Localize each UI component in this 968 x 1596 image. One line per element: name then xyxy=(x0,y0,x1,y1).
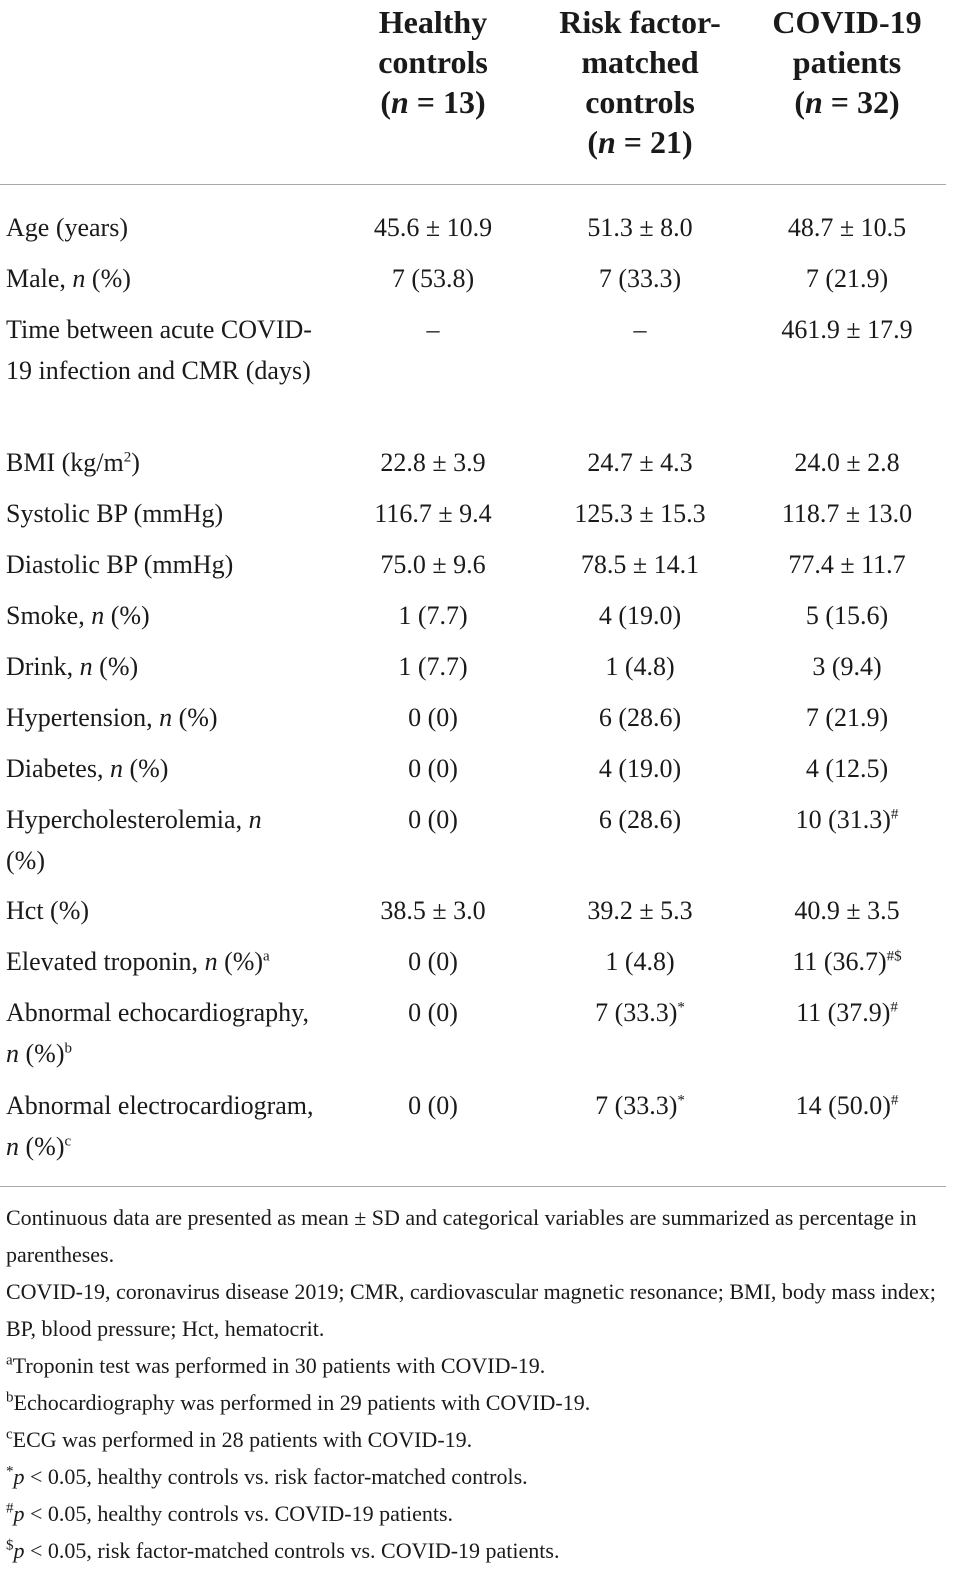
value-healthy-controls: 38.5 ± 3.0 xyxy=(380,896,486,925)
value-covid-19-patients: 10 (31.3)# xyxy=(795,805,899,834)
value-covid-19-patients: 7 (21.9) xyxy=(805,703,889,732)
row-label: Age (years) xyxy=(6,213,128,242)
value-healthy-controls: 75.0 ± 9.6 xyxy=(380,550,486,579)
row-label: Diastolic BP (mmHg) xyxy=(6,550,234,579)
footnote-dollar: $p < 0.05, risk factor-matched controls vs. COVID-19 patients. xyxy=(6,1537,560,1563)
value-risk-factor-matched: 24.7 ± 4.3 xyxy=(587,448,693,477)
footnote-hash: #p < 0.05, healthy controls vs. COVID-19 patients. xyxy=(6,1500,454,1526)
value-healthy-controls: 0 (0) xyxy=(408,1091,458,1120)
value-risk-factor-matched: 4 (19.0) xyxy=(598,754,682,783)
value-healthy-controls: 0 (0) xyxy=(408,805,458,834)
row-label: Systolic BP (mmHg) xyxy=(6,499,224,528)
column-header-covid-19-patients: COVID-19 patients (n = 32) xyxy=(772,4,922,120)
row-label: Diabetes, n (%) xyxy=(6,754,169,783)
row-label: Drink, n (%) xyxy=(6,652,139,681)
value-covid-19-patients: 11 (37.9)# xyxy=(796,998,898,1027)
footnote-abbreviations: COVID-19, coronavirus disease 2019; CMR, cardiovascular magnetic resonance; BMI, body mass index; BP, blood pressure; Hct, hematocrit. xyxy=(6,1279,936,1341)
value-risk-factor-matched: 51.3 ± 8.0 xyxy=(587,213,693,242)
value-healthy-controls: 45.6 ± 10.9 xyxy=(373,213,493,242)
value-healthy-controls: 0 (0) xyxy=(408,754,458,783)
column-header-healthy-controls: Healthy controls (n = 13) xyxy=(378,4,488,120)
value-risk-factor-matched: 6 (28.6) xyxy=(598,703,682,732)
value-covid-19-patients: 11 (36.7)#$ xyxy=(792,947,902,976)
value-healthy-controls: 22.8 ± 3.9 xyxy=(380,448,486,477)
row-label: Male, n (%) xyxy=(6,264,131,293)
value-risk-factor-matched: 6 (28.6) xyxy=(598,805,682,834)
value-risk-factor-matched: 1 (4.8) xyxy=(605,947,675,976)
value-healthy-controls: 1 (7.7) xyxy=(398,652,468,681)
value-healthy-controls: 1 (7.7) xyxy=(398,601,468,630)
row-label: Hypercholesterolemia, n (%) xyxy=(6,805,262,875)
value-covid-19-patients: 7 (21.9) xyxy=(805,264,889,293)
value-healthy-controls: 0 (0) xyxy=(408,998,458,1027)
row-label: Time between acute COVID-19 infection and CMR (days) xyxy=(6,315,312,385)
footnote-c: $^c$ECG was performed in 28 patients with COVID-19. xyxy=(6,1426,473,1452)
value-covid-19-patients: 48.7 ± 10.5 xyxy=(787,213,907,242)
value-covid-19-patients: 4 (12.5) xyxy=(805,754,889,783)
value-risk-factor-matched: 125.3 ± 15.3 xyxy=(574,499,706,528)
value-covid-19-patients: 40.9 ± 3.5 xyxy=(794,896,900,925)
row-label: Abnormal electrocardiogram, n (%)$^c$ xyxy=(6,1091,314,1161)
row-label: Abnormal echocardiography, n (%)$^b$ xyxy=(6,998,309,1068)
value-covid-19-patients: 118.7 ± 13.0 xyxy=(781,499,913,528)
row-label: Hct (%) xyxy=(6,896,90,925)
value-covid-19-patients: 5 (15.6) xyxy=(805,601,889,630)
column-header-risk-factor-matched-controls: Risk factor- matched controls (n = 21) xyxy=(559,4,721,160)
value-covid-19-patients: 3 (9.4) xyxy=(812,652,882,681)
footnote-summary: Continuous data are presented as mean ± SD and categorical variables are summarized as percentage in parentheses. xyxy=(6,1205,917,1267)
value-covid-19-patients: 14 (50.0)# xyxy=(795,1091,899,1120)
row-label: Smoke, n (%) xyxy=(6,601,150,630)
value-risk-factor-matched: 39.2 ± 5.3 xyxy=(587,896,693,925)
value-risk-factor-matched: 4 (19.0) xyxy=(598,601,682,630)
value-risk-factor-matched: 7 (33.3) xyxy=(598,264,682,293)
value-risk-factor-matched: 78.5 ± 14.1 xyxy=(580,550,700,579)
footnote-a: $^a$Troponin test was performed in 30 patients with COVID-19. xyxy=(6,1352,546,1378)
value-risk-factor-matched: – xyxy=(633,315,647,344)
value-healthy-controls: 7 (53.8) xyxy=(391,264,475,293)
footnote-star: *p < 0.05, healthy controls vs. risk factor-matched controls. xyxy=(6,1463,528,1489)
footnote-b: $^b$Echocardiography was performed in 29 patients with COVID-19. xyxy=(6,1389,591,1415)
value-covid-19-patients: 77.4 ± 11.7 xyxy=(788,550,906,579)
value-healthy-controls: 116.7 ± 9.4 xyxy=(374,499,492,528)
table-bottom-divider xyxy=(0,1186,946,1187)
value-risk-factor-matched: 7 (33.3)* xyxy=(595,998,685,1027)
value-covid-19-patients: 461.9 ± 17.9 xyxy=(781,315,913,344)
value-risk-factor-matched: 1 (4.8) xyxy=(605,652,675,681)
value-healthy-controls: 0 (0) xyxy=(408,703,458,732)
row-label: Hypertension, n (%) xyxy=(6,703,218,732)
value-healthy-controls: – xyxy=(426,315,440,344)
value-healthy-controls: 0 (0) xyxy=(408,947,458,976)
value-covid-19-patients: 24.0 ± 2.8 xyxy=(794,448,900,477)
row-label: BMI $(kg/m^2)$ xyxy=(6,448,140,477)
value-risk-factor-matched: 7 (33.3)* xyxy=(595,1091,685,1120)
row-label: Elevated troponin, n (%)$^a$ xyxy=(6,947,270,976)
header-divider xyxy=(0,184,946,185)
